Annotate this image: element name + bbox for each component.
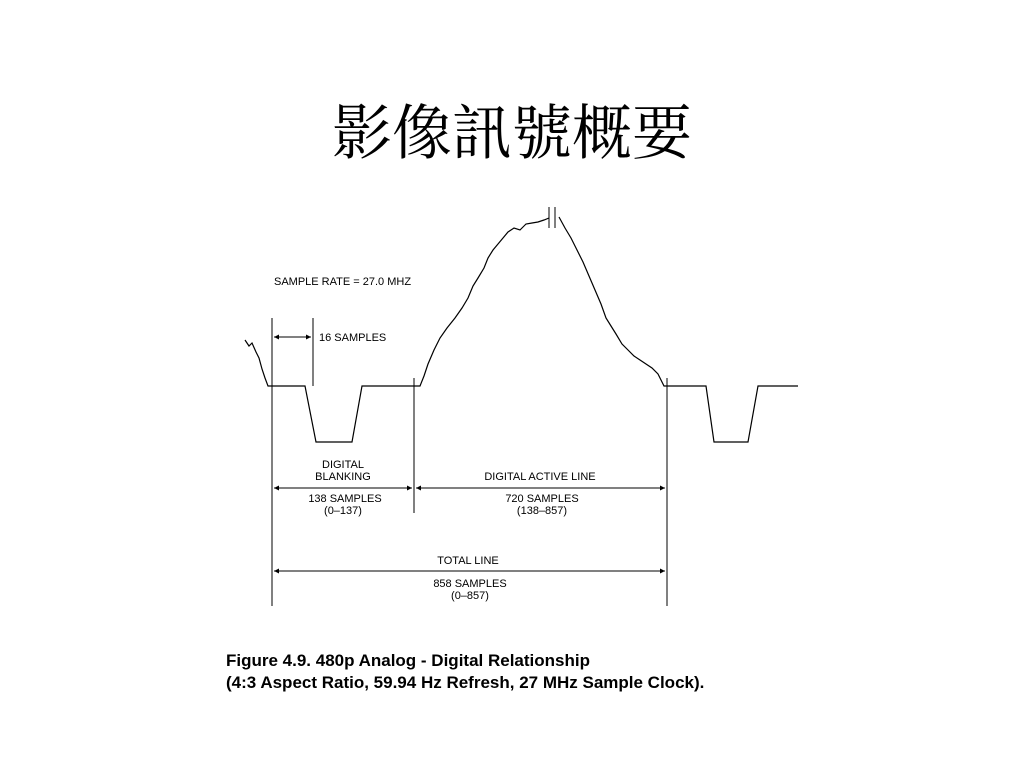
- blanking-samples: 138 SAMPLES: [308, 493, 382, 505]
- analog-waveform: [245, 217, 798, 442]
- blanking-label-2: BLANKING: [315, 471, 371, 483]
- total-samples: 858 SAMPLES: [433, 578, 507, 590]
- figure-caption: [226, 650, 704, 694]
- total-line-label: TOTAL LINE: [437, 555, 499, 567]
- active-samples: 720 SAMPLES: [505, 493, 579, 505]
- blanking-range: (0–137): [324, 505, 362, 517]
- active-line-label: DIGITAL ACTIVE LINE: [484, 471, 596, 483]
- sync-width-label: 16 SAMPLES: [319, 332, 387, 344]
- active-range: (138–857): [516, 505, 568, 517]
- blanking-label-1: DIGITAL: [322, 459, 364, 471]
- caption-line-1: Figure 4.9. 480p Analog - Digital Relationship: [226, 651, 590, 670]
- total-range: (0–857): [451, 590, 489, 602]
- sample-rate-label: SAMPLE RATE = 27.0 MHZ: [274, 276, 412, 288]
- caption-line-2: (4:3 Aspect Ratio, 59.94 Hz Refresh, 27 MHz Sample Clock).: [226, 673, 705, 692]
- slide-title: 影像訊號概要: [332, 99, 692, 169]
